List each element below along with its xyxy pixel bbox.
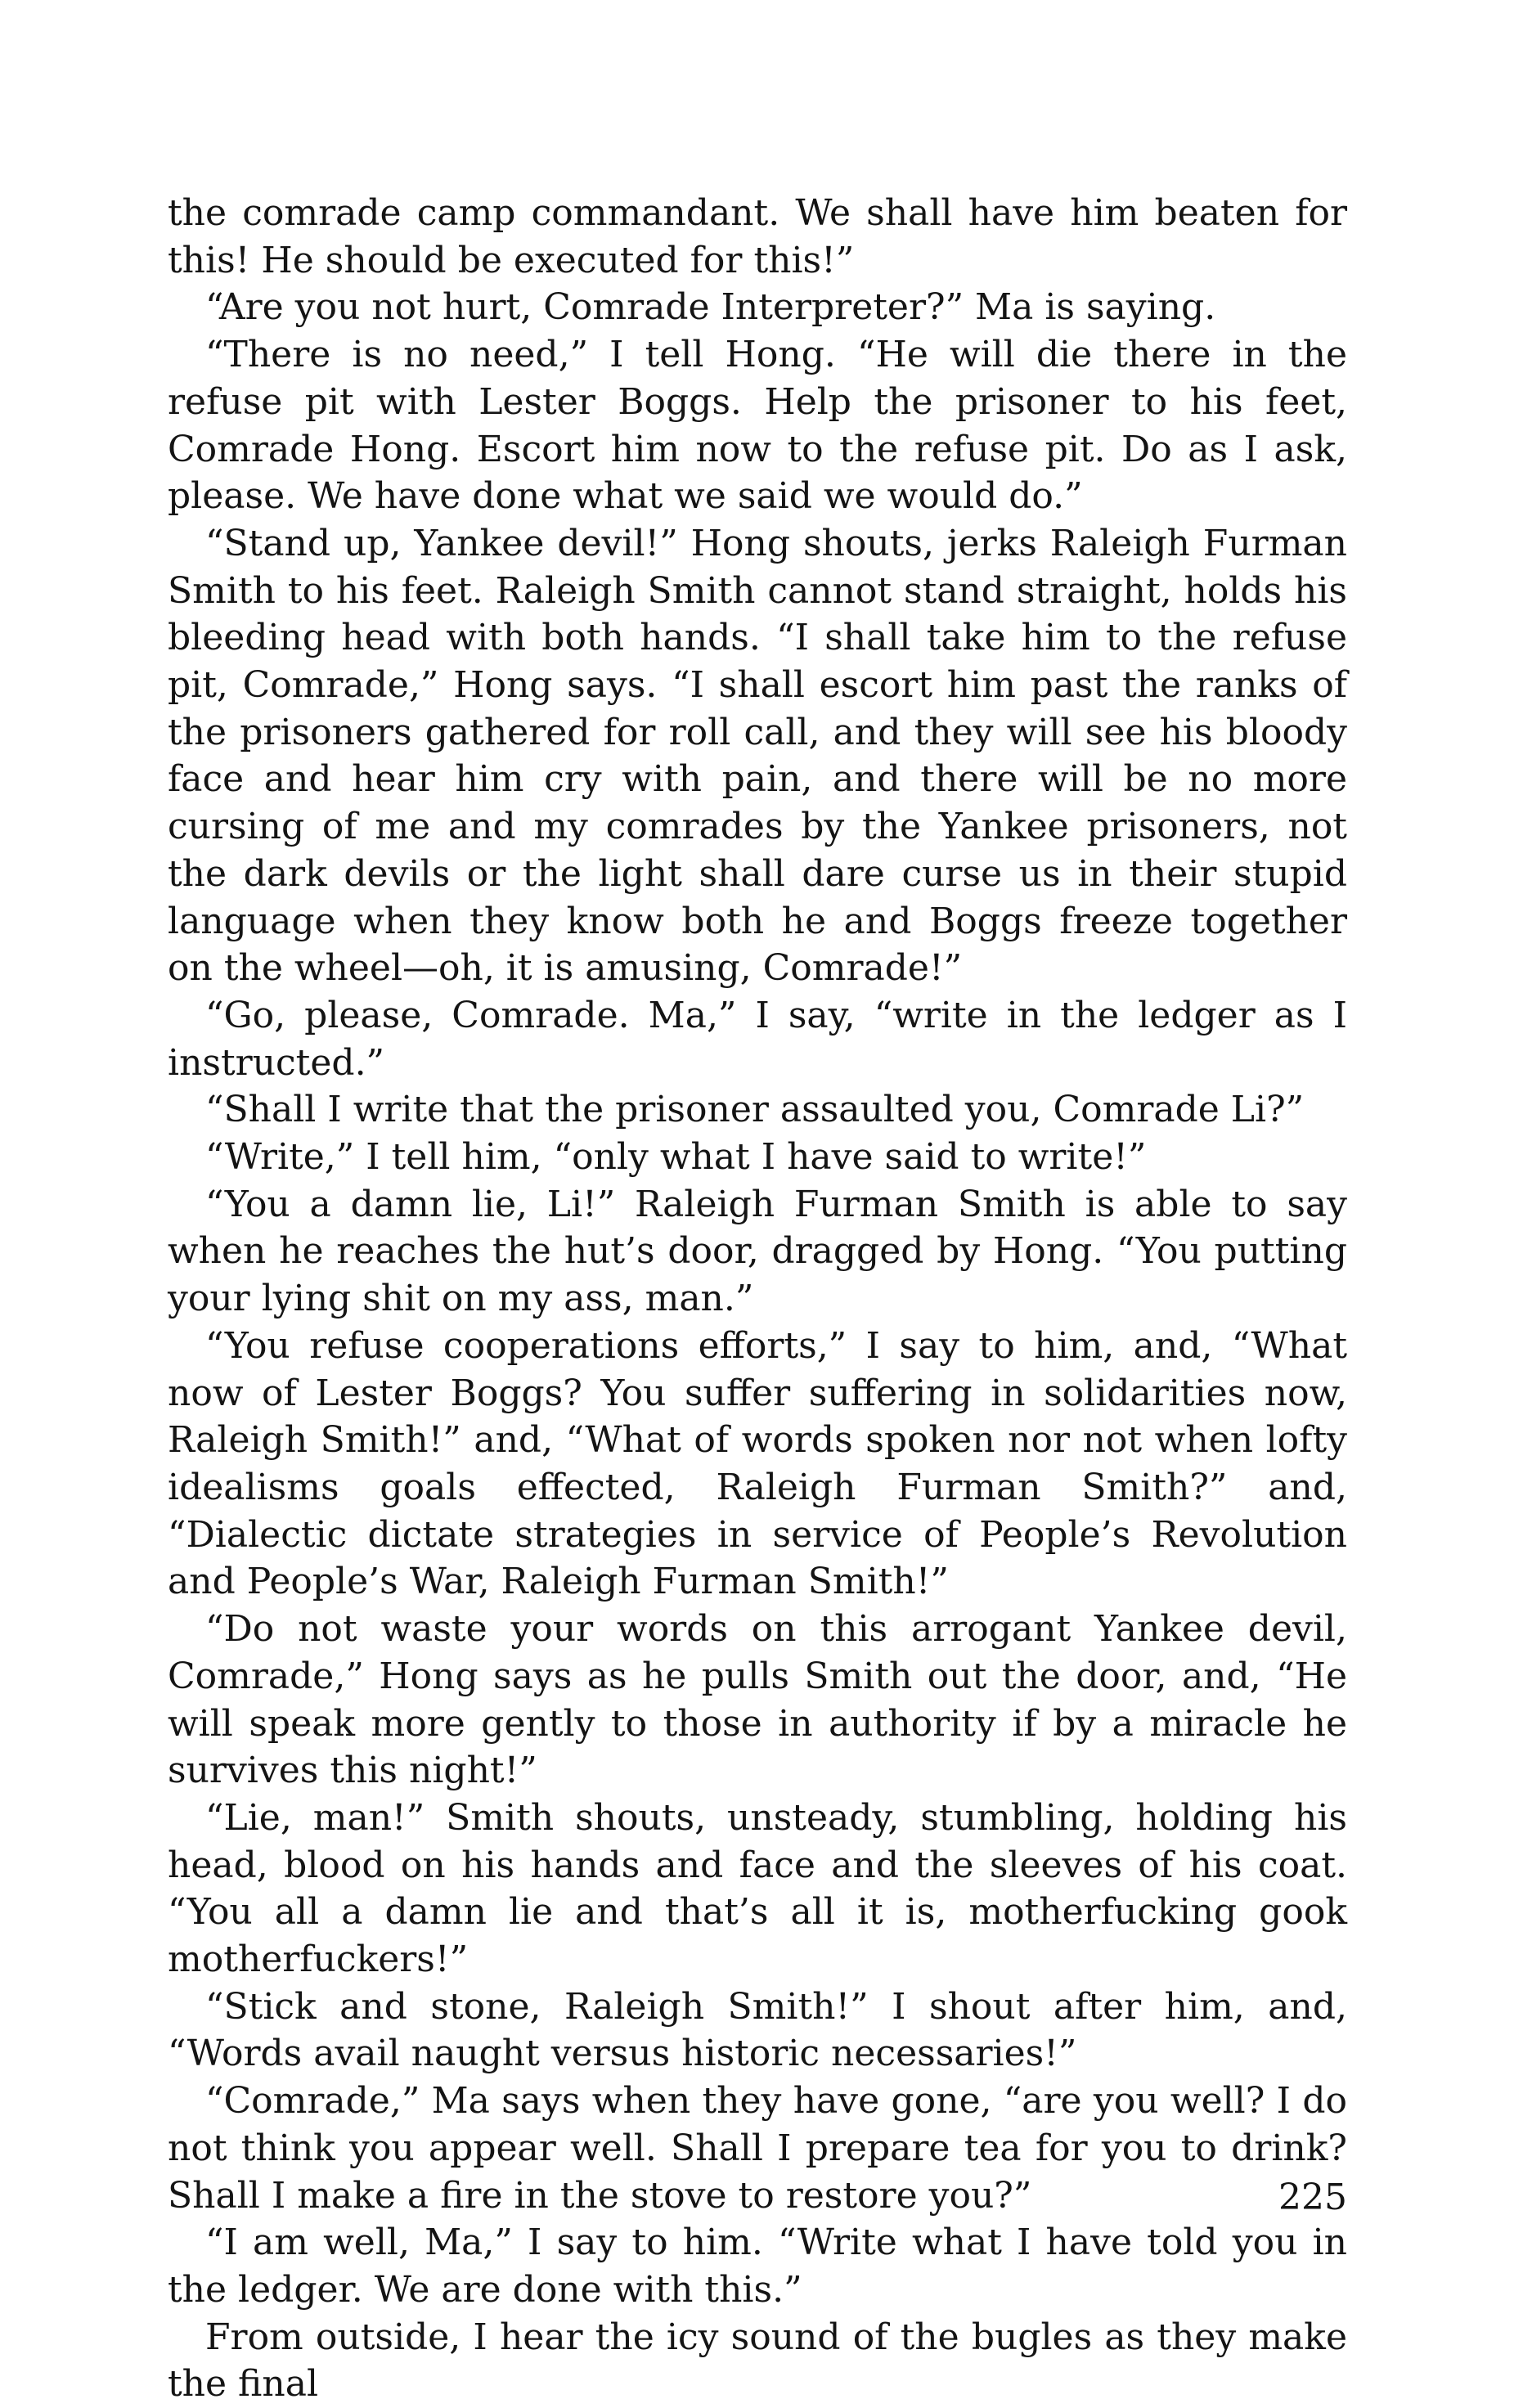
paragraph: “There is no need,” I tell Hong. “He will die there in the refuse pit with Lester Boggs. Help the prisoner to his feet, Comrade Hong. Escort him now to the refuse pit. Do as I ask, please. We have done what we said we would do.” xyxy=(168,334,1347,518)
paragraph: “Do not waste your words on this arrogant Yankee devil, Comrade,” Hong says as he pulls Smith out the door, and, “He will speak more gently to those in authority if by a miracle he survives this night!” xyxy=(168,1608,1347,1792)
paragraph: “You a damn lie, Li!” Raleigh Furman Smith is able to say when he reaches the hut’s door, dragged by Hong. “You putting your lying shit on my ass, man.” xyxy=(168,1183,1347,1320)
paragraph: “Stick and stone, Raleigh Smith!” I shout after him, and, “Words avail naught versus historic necessaries!” xyxy=(168,1985,1347,2075)
paragraph-last: From outside, I hear the icy sound of the bugles as they make the final xyxy=(168,2316,1347,2406)
paragraph-continued: the comrade camp commandant. We shall have him beaten for this! He should be executed for this!” xyxy=(168,192,1347,281)
paragraph: “Shall I write that the prisoner assaulted you, Comrade Li?” xyxy=(205,1089,1305,1131)
paragraph: “Write,” I tell him, “only what I have said to write!” xyxy=(205,1136,1147,1179)
paragraph: “Lie, man!” Smith shouts, unsteady, stumbling, holding his head, blood on his hands and face and the sleeves of his coat. “You all a damn lie and that’s all it is, motherfucking gook motherfuckers!” xyxy=(168,1796,1347,1981)
body-text xyxy=(168,190,1347,2408)
paragraph: “You refuse cooperations efforts,” I say to him, and, “What now of Lester Boggs? You suffer suffering in solidarities now, Raleigh Smith!” and, “What of words spoken nor not when lofty idealisms goals effected, Raleigh Furman Smith?” and, “Dialectic dictate strategies in service of People’s Revolution and People’s War, Raleigh Furman Smith!” xyxy=(168,1324,1347,1603)
paragraph: “Are you not hurt, Comrade Interpreter?” Ma is saying. xyxy=(205,286,1216,329)
paragraph: “I am well, Ma,” I say to him. “Write what I have told you in the ledger. We are done with this.” xyxy=(168,2222,1347,2311)
paragraph: “Comrade,” Ma says when they have gone, “are you well? I do not think you appear well. Shall I prepare tea for you to drink? Shall I make a fire in the stove to restore you?” xyxy=(168,2080,1347,2217)
page-number: 225 xyxy=(1278,2177,1347,2218)
paragraph: “Go, please, Comrade. Ma,” I say, “write in the ledger as I instructed.” xyxy=(168,994,1347,1084)
paragraph: “Stand up, Yankee devil!” Hong shouts, jerks Raleigh Furman Smith to his feet. Raleigh Smith cannot stand straight, holds his bleeding head with both hands. “I shall take him to the refuse pit, Comrade,” Hong says. “I shall escort him past the ranks of the prisoners gathered for roll call, and they will see his bloody face and hear him cry with pain, and there will be no more cursing of me and my comrades by the Yankee prisoners, not the dark devils or the light shall dare curse us in their stupid language when they know both he and Boggs freeze together on the wheel—oh, it is amusing, Comrade!” xyxy=(168,522,1347,990)
